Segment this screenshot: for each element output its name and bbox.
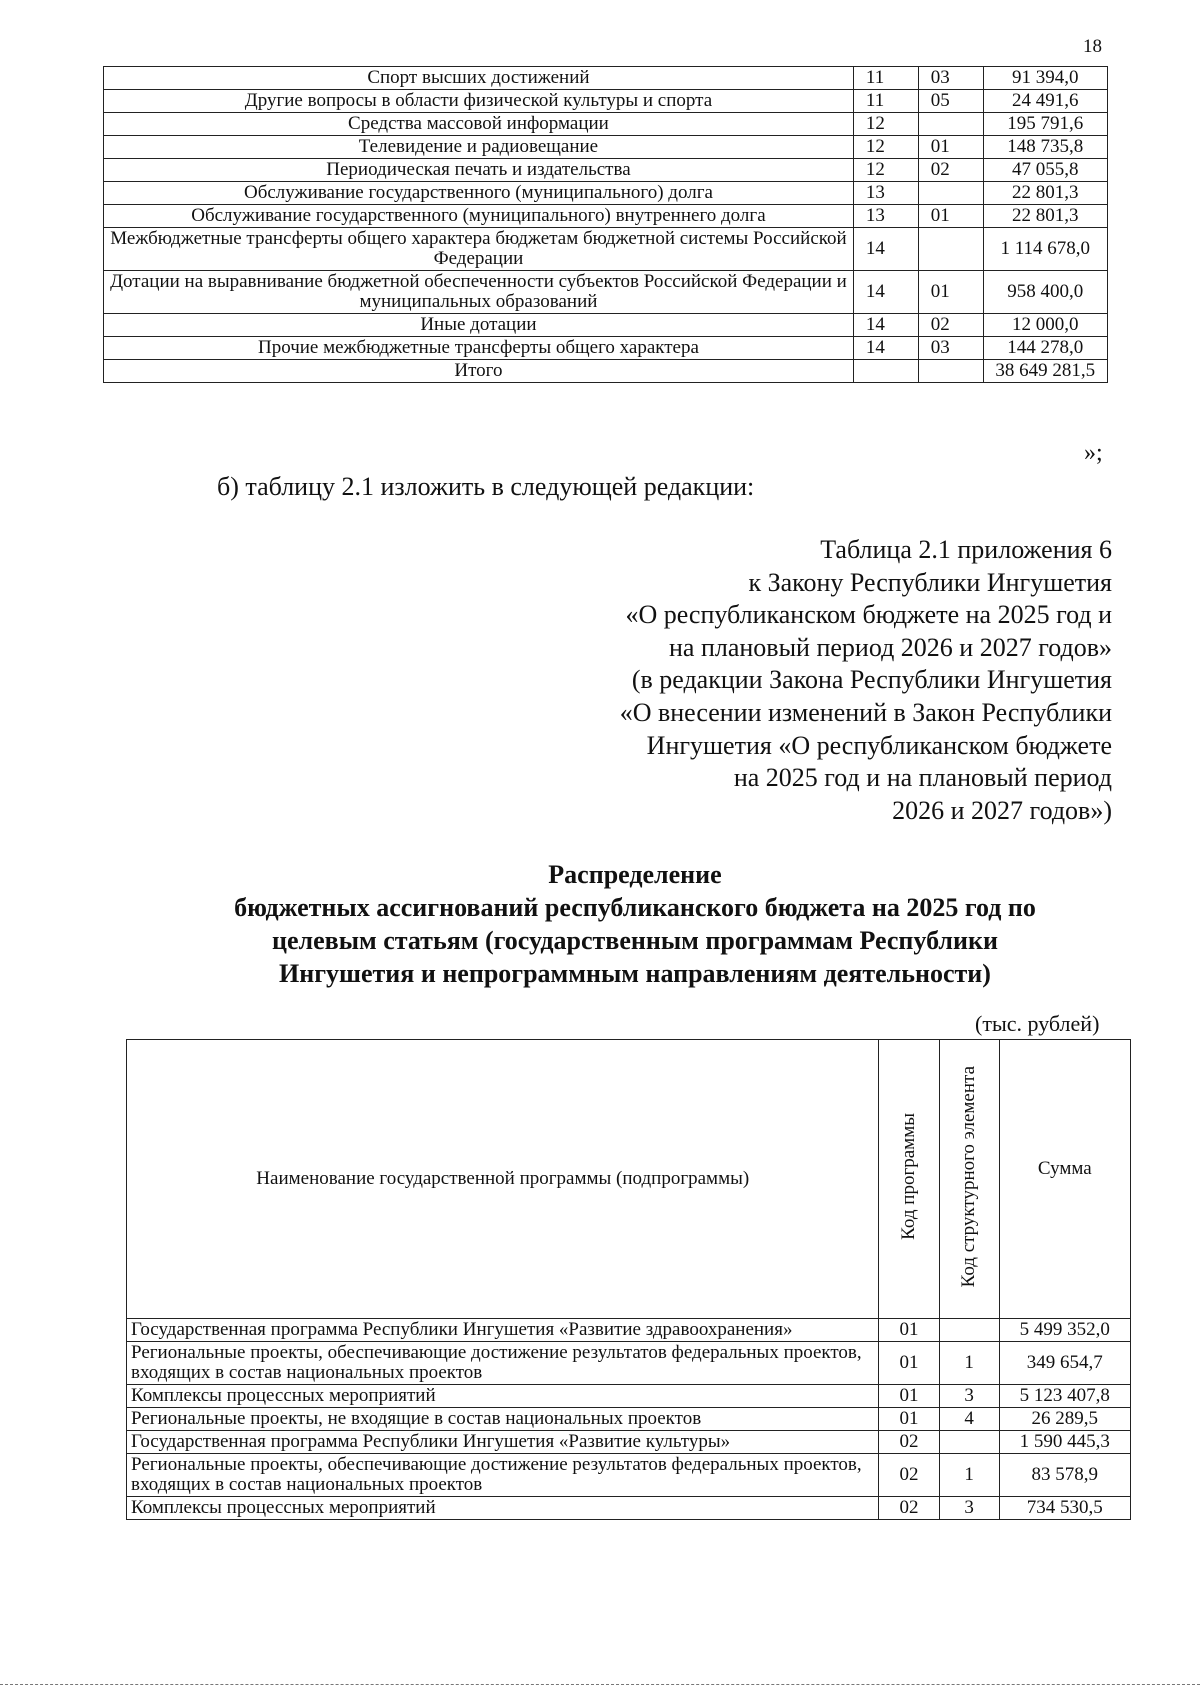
row-code-2: 3 (939, 1497, 999, 1520)
row-code-2: 01 (918, 136, 983, 159)
row-code-2: 02 (918, 314, 983, 337)
row-code-1: 13 (853, 205, 918, 228)
row-sum: 5 499 352,0 (999, 1319, 1130, 1342)
appendix-line: «О внесении изменений в Закон Республики (619, 697, 1112, 727)
row-name: Региональные проекты, обеспечивающие достижение результатов федеральных проектов, входящих в состав национальных проектов (127, 1454, 879, 1497)
row-code-2: 01 (918, 205, 983, 228)
header-program-code-text: Код программы (898, 1113, 920, 1240)
row-code-1: 14 (853, 228, 918, 271)
row-code-2 (918, 113, 983, 136)
table-row (127, 1319, 1131, 1342)
row-code-2 (939, 1319, 999, 1342)
row-code-1: 12 (853, 136, 918, 159)
row-sum: 12 000,0 (983, 314, 1108, 337)
table-row (104, 159, 1108, 182)
row-name: Комплексы процессных мероприятий (127, 1497, 879, 1520)
row-code-2 (918, 360, 983, 383)
row-code-1: 11 (853, 90, 918, 113)
appendix-line: на 2025 год и на плановый период (733, 763, 1112, 793)
row-code-1: 01 (879, 1319, 939, 1342)
table-row (104, 90, 1108, 113)
header-name: Наименование государственной программы (подпрограммы) (127, 1040, 879, 1319)
row-sum: 958 400,0 (983, 271, 1108, 314)
row-name: Межбюджетные трансферты общего характера бюджетам бюджетной системы Российской Федерации (104, 228, 854, 271)
row-name: Комплексы процессных мероприятий (127, 1385, 879, 1408)
program-allocation-table (126, 1039, 1131, 1520)
appendix-line: (в редакции Закона Республики Ингушетия (631, 665, 1112, 695)
row-name: Государственная программа Республики Ингушетия «Развитие здравоохранения» (127, 1319, 879, 1342)
row-sum: 195 791,6 (983, 113, 1108, 136)
table-row (104, 136, 1108, 159)
title-line: бюджетных ассигнований республиканского бюджета на 2025 год по (234, 893, 1036, 922)
title-line: Ингушетия и непрограммным направлениям деятельности) (279, 959, 991, 988)
table-row (104, 360, 1108, 383)
row-code-2: 01 (918, 271, 983, 314)
row-code-1: 14 (853, 314, 918, 337)
row-sum: 38 649 281,5 (983, 360, 1108, 383)
row-sum: 47 055,8 (983, 159, 1108, 182)
row-code-1: 11 (853, 67, 918, 90)
row-sum: 91 394,0 (983, 67, 1108, 90)
row-code-1: 14 (853, 337, 918, 360)
row-name: Дотации на выравнивание бюджетной обеспеченности субъектов Российской Федерации и муниципальных образований (104, 271, 854, 314)
row-sum: 734 530,5 (999, 1497, 1130, 1520)
appendix-line: «О республиканском бюджете на 2025 год и (625, 600, 1112, 630)
row-code-2: 4 (939, 1408, 999, 1431)
table-row (104, 337, 1108, 360)
row-code-1: 13 (853, 182, 918, 205)
appendix-line: к Закону Республики Ингушетия (748, 567, 1112, 597)
title-line: Распределение (548, 860, 722, 889)
appendix-line: 2026 и 2027 годов») (892, 795, 1112, 825)
appendix-line: на плановый период 2026 и 2027 годов» (669, 632, 1112, 662)
table-row (104, 113, 1108, 136)
row-code-1: 14 (853, 271, 918, 314)
table-row (127, 1342, 1131, 1385)
row-code-2: 03 (918, 337, 983, 360)
title-line: целевым статьям (государственным программам Республики (272, 926, 998, 955)
row-sum: 144 278,0 (983, 337, 1108, 360)
row-name: Итого (104, 360, 854, 383)
row-sum: 22 801,3 (983, 182, 1108, 205)
header-element-code-text: Код структурного элемента (958, 1065, 980, 1288)
table-row (127, 1408, 1131, 1431)
row-name: Прочие межбюджетные трансферты общего характера (104, 337, 854, 360)
row-code-1 (853, 360, 918, 383)
row-name: Региональные проекты, обеспечивающие достижение результатов федеральных проектов, входящих в состав национальных проектов (127, 1342, 879, 1385)
row-code-1: 02 (879, 1454, 939, 1497)
scan-edge-line (0, 1684, 1200, 1685)
table-row (104, 205, 1108, 228)
row-sum: 1 114 678,0 (983, 228, 1108, 271)
header-sum (999, 1040, 1130, 1319)
row-name: Государственная программа Республики Ингушетия «Развитие культуры» (127, 1431, 879, 1454)
row-code-2 (918, 182, 983, 205)
row-name: Спорт высших достижений (104, 67, 854, 90)
row-code-2: 03 (918, 67, 983, 90)
row-code-2 (939, 1431, 999, 1454)
row-code-2: 02 (918, 159, 983, 182)
row-sum: 24 491,6 (983, 90, 1108, 113)
row-sum: 349 654,7 (999, 1342, 1130, 1385)
row-name: Обслуживание государственного (муниципального) внутреннего долга (104, 205, 854, 228)
appendix-reference (620, 534, 1112, 827)
row-sum: 83 578,9 (999, 1454, 1130, 1497)
row-code-2: 1 (939, 1454, 999, 1497)
table-row (104, 182, 1108, 205)
table-row (104, 67, 1108, 90)
row-code-1: 01 (879, 1385, 939, 1408)
appendix-line: Ингушетия «О республиканском бюджете (646, 730, 1112, 760)
row-name: Обслуживание государственного (муниципального) долга (104, 182, 854, 205)
row-code-2: 05 (918, 90, 983, 113)
amendment-instruction: б) таблицу 2.1 изложить в следующей редакции: (217, 472, 755, 501)
row-name: Другие вопросы в области физической культуры и спорта (104, 90, 854, 113)
budget-sections-table (103, 66, 1108, 383)
row-name: Периодическая печать и издательства (104, 159, 854, 182)
row-code-2 (918, 228, 983, 271)
table-row (127, 1497, 1131, 1520)
table-row (127, 1431, 1131, 1454)
table-row (104, 314, 1108, 337)
row-code-2: 1 (939, 1342, 999, 1385)
table-row (104, 271, 1108, 314)
table-row (127, 1454, 1131, 1497)
row-code-1: 12 (853, 113, 918, 136)
row-name: Региональные проекты, не входящие в состав национальных проектов (127, 1408, 879, 1431)
row-code-2: 3 (939, 1385, 999, 1408)
header-program-code (879, 1040, 939, 1319)
page-number: 18 (1083, 36, 1102, 57)
row-sum: 148 735,8 (983, 136, 1108, 159)
table-row (104, 228, 1108, 271)
table-header-row (127, 1040, 1131, 1319)
row-name: Средства массовой информации (104, 113, 854, 136)
row-code-1: 02 (879, 1497, 939, 1520)
row-sum: 22 801,3 (983, 205, 1108, 228)
row-code-1: 01 (879, 1342, 939, 1385)
document-title (140, 858, 1130, 990)
row-sum: 5 123 407,8 (999, 1385, 1130, 1408)
appendix-line: Таблица 2.1 приложения 6 (820, 535, 1112, 564)
row-name: Иные дотации (104, 314, 854, 337)
row-sum: 1 590 445,3 (999, 1431, 1130, 1454)
units-label: (тыс. рублей) (975, 1011, 1100, 1036)
row-code-1: 01 (879, 1408, 939, 1431)
table-row (127, 1385, 1131, 1408)
row-code-1: 12 (853, 159, 918, 182)
closing-quote: »; (1084, 440, 1103, 466)
header-sum-text: Сумма (1037, 1158, 1092, 1179)
row-name: Телевидение и радиовещание (104, 136, 854, 159)
header-element-code (939, 1040, 999, 1319)
row-sum: 26 289,5 (999, 1408, 1130, 1431)
row-code-1: 02 (879, 1431, 939, 1454)
